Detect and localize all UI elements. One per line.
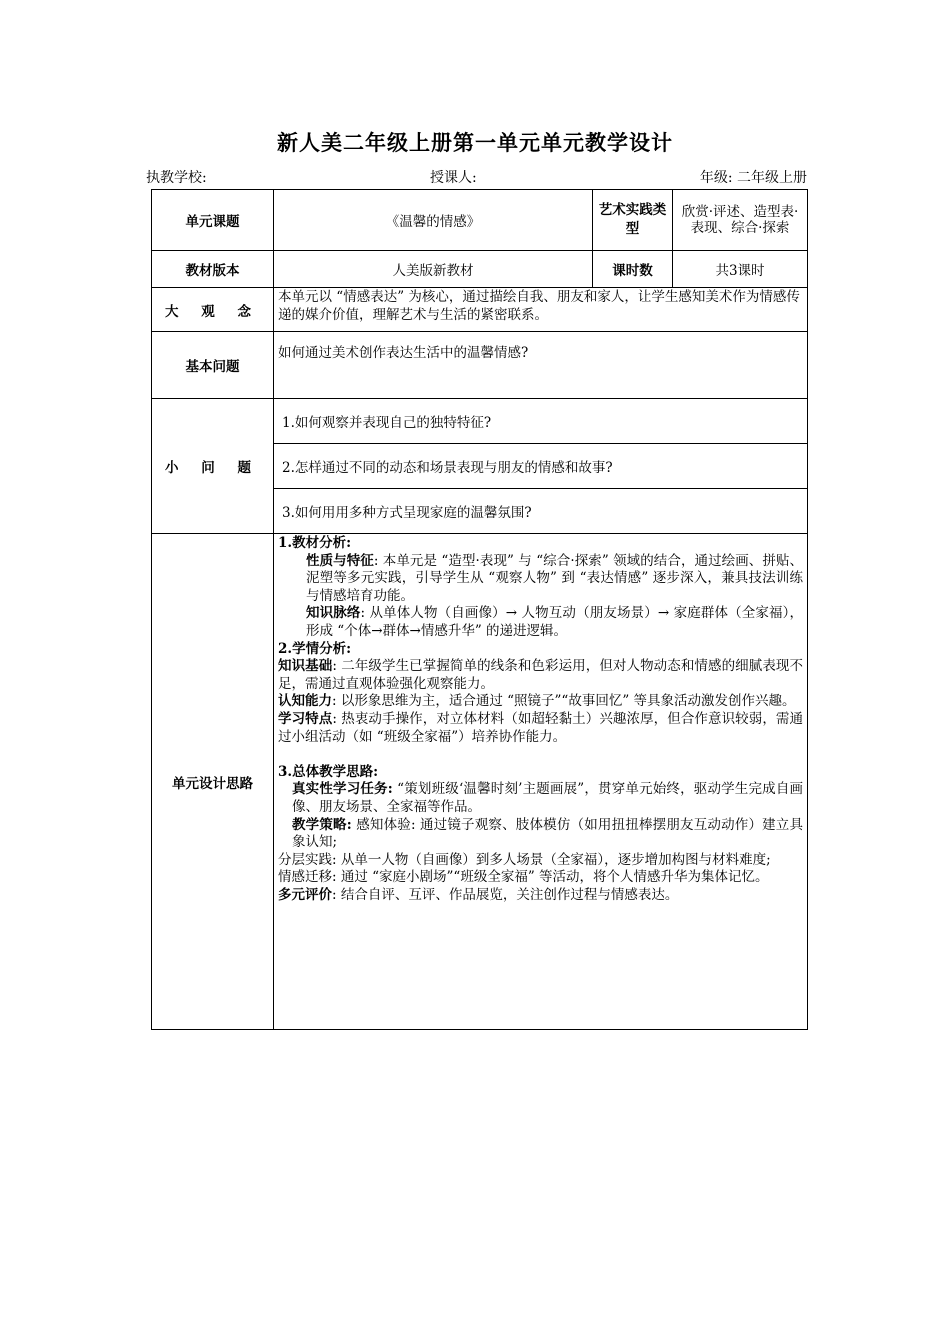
- row-unit-design: [152, 534, 808, 1030]
- row-edition: [152, 251, 808, 288]
- row-big-idea: [152, 288, 808, 332]
- s3-paragraph-4: 情感迁移: 通过 “家庭小剧场”“班级全家福” 等活动，将个人情感升华为集体记忆。: [278, 869, 769, 886]
- small-question-1: 1.如何观察并表现自己的独特特征?: [274, 399, 807, 444]
- section-1-title: 1.教材分析:: [278, 535, 352, 551]
- basic-question-value: 如何通过美术创作表达生活中的温馨情感?: [274, 332, 808, 399]
- s2-paragraph-1: [278, 658, 803, 693]
- row-small-questions: [152, 399, 808, 534]
- big-idea-label: 大 观 念: [152, 288, 274, 332]
- basic-question-label: 基本问题: [152, 332, 274, 399]
- s1-p2-label: 知识脉络: [306, 605, 361, 622]
- blank-line: [278, 746, 803, 764]
- s2-p2-label: 认知能力: [278, 693, 332, 710]
- s3-p1-label: 真实性学习任务:: [292, 781, 393, 798]
- unit-design-label: 单元设计思路: [152, 534, 274, 1030]
- s3-paragraph-5: [278, 887, 803, 905]
- s3-p5-text: : 结合自评、互评、作品展览，关注创作过程与情感表达。: [332, 886, 679, 903]
- row-basic-question: [152, 332, 808, 399]
- s1-p2-text: : 从单体人物（自画像）→ 人物互动（朋友场景）→ 家庭群体（全家福），形成 “个体→群体→情感升华” 的递进逻辑。: [306, 605, 804, 639]
- art-type-label: 艺术实践类型: [593, 190, 673, 251]
- s2-p3-text: : 热衷动手操作，对立体材料（如超轻黏土）兴趣浓厚，但合作意识较弱，需通过小组活动（如 “班级全家福”）培养协作能力。: [278, 710, 804, 745]
- s3-p2-text: 感知体验: 通过镜子观察、肢体模仿（如用扭扭棒摆朋友互动动作）建立具象认知;: [292, 816, 803, 851]
- section-3-title: 3.总体教学思路:: [278, 763, 379, 780]
- section-2-title: 2.学情分析:: [278, 640, 352, 657]
- s3-paragraph-1: [278, 781, 803, 816]
- small-question-list: [274, 399, 808, 534]
- lesson-design-table: [151, 189, 808, 1030]
- hours-value: 共3课时: [673, 251, 808, 288]
- s3-paragraph-3: 分层实践: 从单一人物（自画像）到多人场景（全家福），逐步增加构图与材料难度;: [278, 851, 771, 868]
- hours-label: 课时数: [593, 251, 673, 288]
- row-unit-topic: [152, 190, 808, 251]
- s2-paragraph-2: [278, 693, 803, 711]
- document-title: 新人美二年级上册第一单元单元教学设计: [277, 130, 673, 155]
- small-question-label: 小 问 题: [152, 399, 274, 534]
- s2-p1-label: 知识基础: [278, 658, 333, 675]
- school-label: 执教学校:: [146, 170, 207, 186]
- s2-p3-label: 学习特点: [278, 710, 333, 727]
- teacher-label: 授课人:: [430, 170, 477, 186]
- unit-topic-value: 《温馨的情感》: [274, 190, 593, 251]
- small-question-2: 2.怎样通过不同的动态和场景表现与朋友的情感和故事?: [274, 444, 807, 489]
- big-idea-value: 本单元以 “情感表达” 为核心，通过描绘自我、朋友和家人，让学生感知美术作为情感传递的媒介价值，理解艺术与生活的紧密联系。: [274, 288, 808, 332]
- grade-label: 年级: 二年级上册: [699, 170, 807, 186]
- s1-p1-label: 性质与特征: [306, 552, 374, 569]
- unit-topic-label: 单元课题: [152, 190, 274, 251]
- s3-p2-label: 教学策略:: [292, 816, 352, 833]
- s2-paragraph-3: [278, 711, 803, 746]
- edition-value: 人美版新教材: [274, 251, 593, 288]
- s1-paragraph-2: [278, 605, 803, 640]
- s3-paragraph-2: [278, 817, 803, 852]
- unit-design-content: [274, 534, 808, 1030]
- s1-paragraph-1: [278, 553, 803, 606]
- small-question-3: 3.如何用用多种方式呈现家庭的温馨氛围?: [282, 505, 532, 521]
- s2-p1-text: : 二年级学生已掌握简单的线条和色彩运用，但对人物动态和情感的细腻表现不足，需通过直观体验强化观察能力。: [278, 658, 804, 692]
- s1-p1-text: : 本单元是 “造型·表现” 与 “综合·探索” 领域的结合，通过绘画、拼贴、泥塑等多元实践，引导学生从 “观察人物” 到 “表达情感” 逐步深入，兼具技法训练与情感培育功能。: [306, 552, 803, 604]
- edition-label: 教材版本: [152, 251, 274, 288]
- s3-p5-label: 多元评价: [278, 886, 332, 903]
- s3-p1-text: “策划班级‘温馨时刻’主题画展”，贯穿单元始终，驱动学生完成自画像、朋友场景、全家福等作品。: [292, 781, 803, 815]
- s2-p2-text: : 以形象思维为主，适合通过 “照镜子”“故事回忆” 等具象活动激发创作兴趣。: [332, 693, 796, 710]
- art-type-value: 欣赏·评述、造型表·表现、综合·探索: [673, 190, 808, 251]
